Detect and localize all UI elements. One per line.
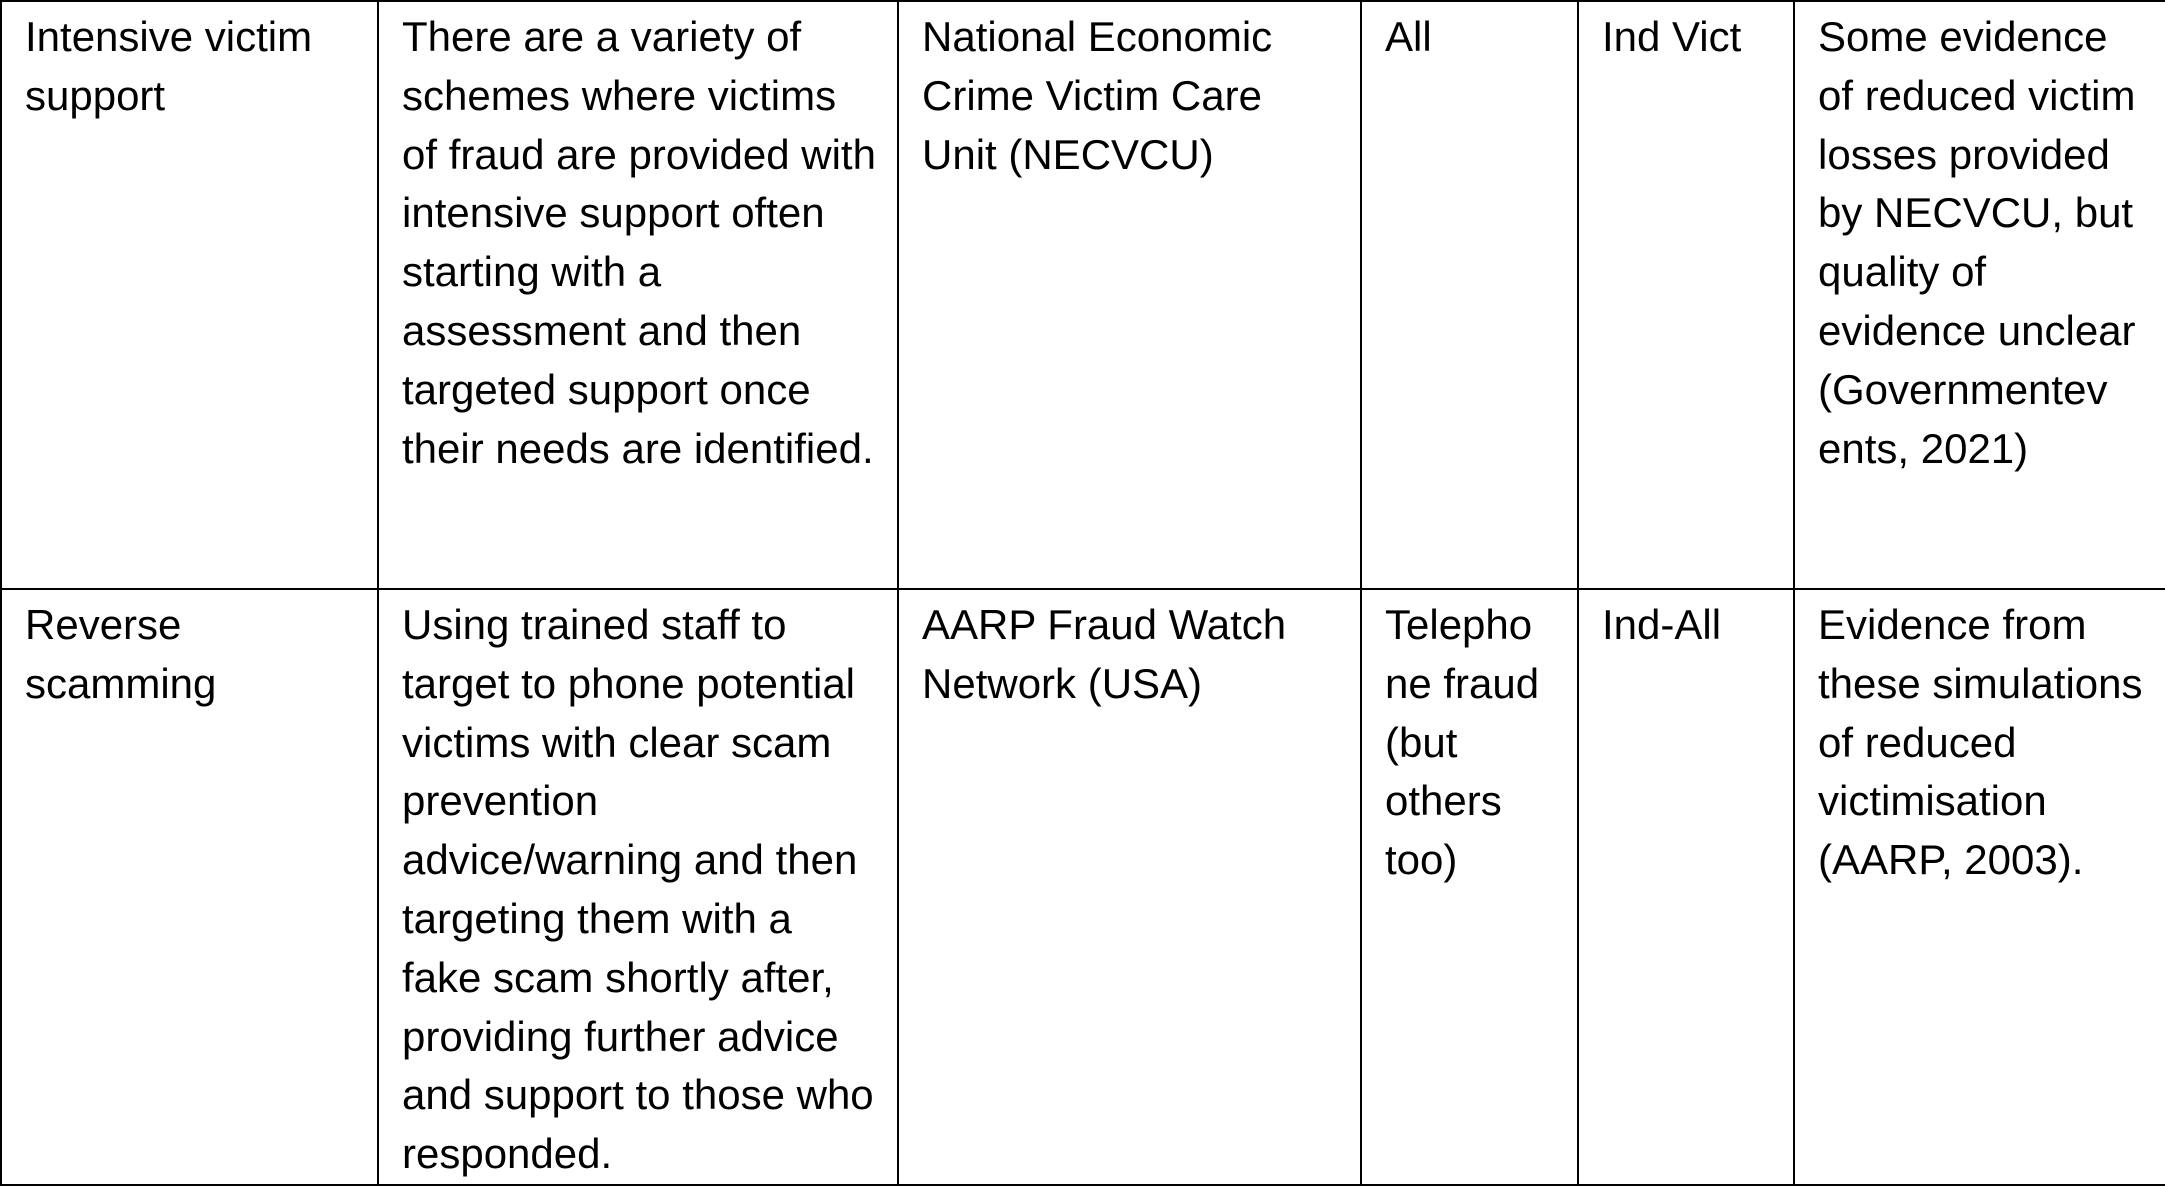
fraud-type-cell — [1361, 589, 1578, 1185]
fraud-type-text: All — [1385, 13, 1432, 60]
fraud-type-text: Telepho ne fraud (but others too) — [1385, 601, 1540, 884]
example-text: National Economic Crime Victim Care Unit (NECVCU) — [922, 13, 1273, 178]
intervention-cell — [1, 1, 378, 589]
example-text: AARP Fraud Watch Network (USA) — [922, 601, 1287, 707]
intervention-text: Intensive victim support — [25, 13, 313, 119]
intervention-cell — [1, 589, 378, 1185]
target-text: Ind Vict — [1602, 13, 1742, 60]
example-cell — [898, 589, 1361, 1185]
evidence-text: Some evidence of reduced victim losses provided by NECVCU, but quality of evidence unclear (Governmentev ents, 2021) — [1818, 13, 2136, 472]
description-cell — [378, 1, 898, 589]
target-text: Ind-All — [1602, 601, 1722, 648]
example-cell — [898, 1, 1361, 589]
table-row — [1, 1, 2165, 589]
evidence-cell — [1794, 1, 2165, 589]
target-cell — [1578, 589, 1794, 1185]
table-row — [1, 589, 2165, 1185]
fraud-type-cell — [1361, 1, 1578, 589]
description-text: Using trained staff to target to phone potential victims with clear scam prevention advice/warning and then targeting them with a fake scam shortly after, providing further advice and support to those who responded. — [402, 601, 874, 1178]
description-cell — [378, 589, 898, 1185]
target-cell — [1578, 1, 1794, 589]
evidence-text: Evidence from these simulations of reduced victimisation (AARP, 2003). — [1818, 601, 2143, 884]
intervention-text: Reverse scamming — [25, 601, 217, 707]
evidence-cell — [1794, 589, 2165, 1185]
description-text: There are a variety of schemes where victims of fraud are provided with intensive support often starting with a assessment and then targeted support once their needs are identified. — [402, 13, 876, 472]
